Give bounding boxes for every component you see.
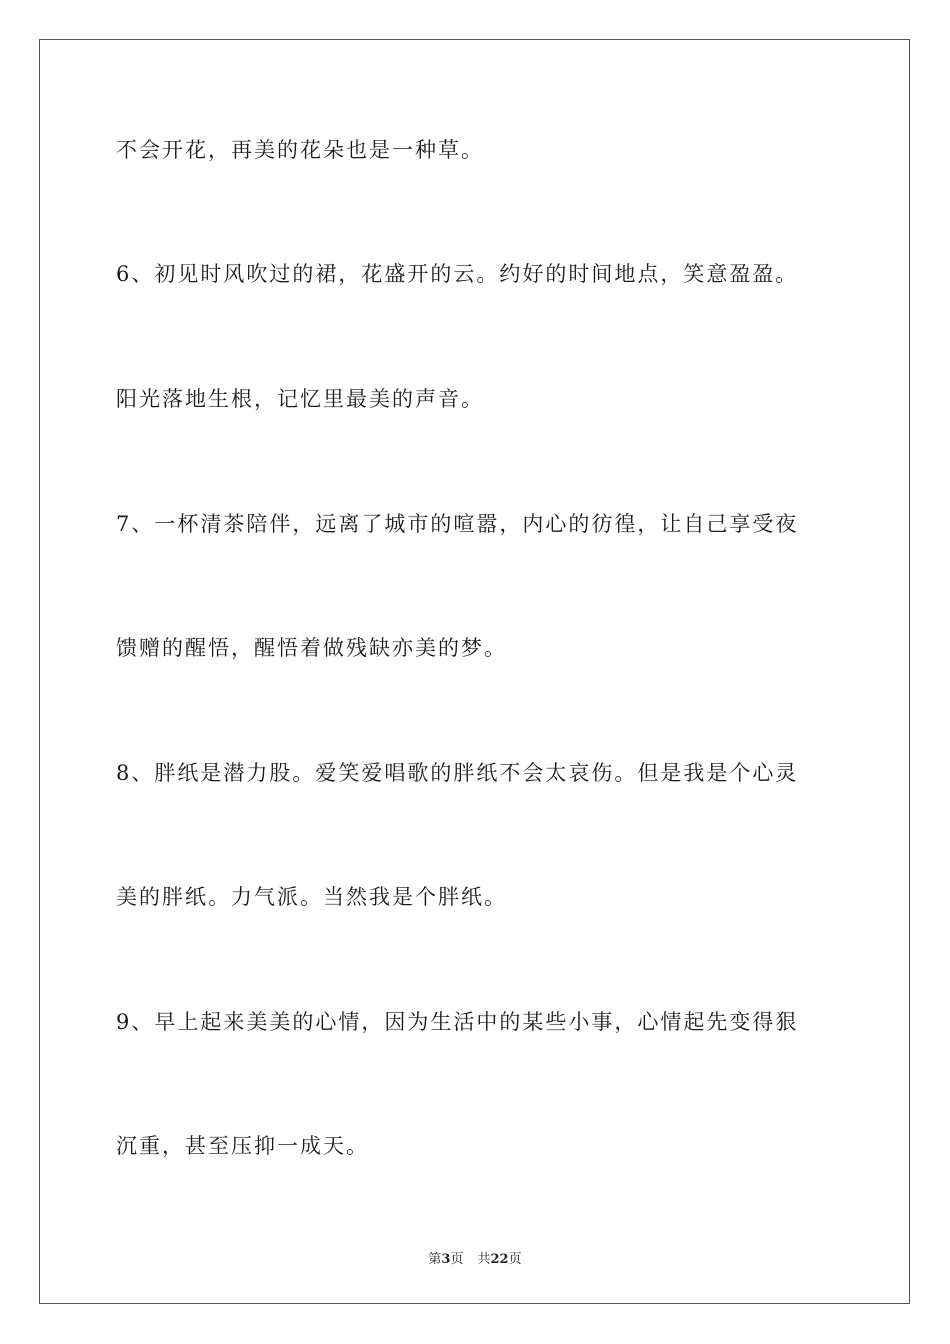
text-line-4: 7、一杯清茶陪伴，远离了城市的喧嚣，内心的彷徨，让自己享受夜 [116, 512, 799, 536]
text-line-7: 美的胖纸。力气派。当然我是个胖纸。 [116, 885, 507, 909]
total-prefix: 共 [477, 1252, 491, 1267]
text-line-2: 6、初见时风吹过的裙，花盛开的云。约好的时间地点，笑意盈盈。 [116, 262, 799, 286]
page-footer [0, 1248, 950, 1267]
text-line-3: 阳光落地生根，记忆里最美的声音。 [116, 387, 484, 411]
text-line-8: 9、早上起来美美的心情，因为生活中的某些小事，心情起先变得狠 [116, 1010, 799, 1034]
page-number: 3 [441, 1252, 451, 1267]
page-suffix: 页 [450, 1252, 464, 1267]
total-suffix: 页 [508, 1252, 522, 1267]
text-line-1: 不会开花，再美的花朵也是一种草。 [116, 138, 484, 162]
page-prefix: 第 [428, 1252, 442, 1267]
text-line-6: 8、胖纸是潜力股。爱笑爱唱歌的胖纸不会太哀伤。但是我是个心灵 [116, 761, 799, 785]
page-border [39, 39, 910, 1304]
text-line-5: 馈赠的醒悟，醒悟着做残缺亦美的梦。 [116, 636, 507, 660]
text-line-9: 沉重，甚至压抑一成天。 [116, 1134, 369, 1158]
total-pages: 22 [490, 1252, 509, 1267]
